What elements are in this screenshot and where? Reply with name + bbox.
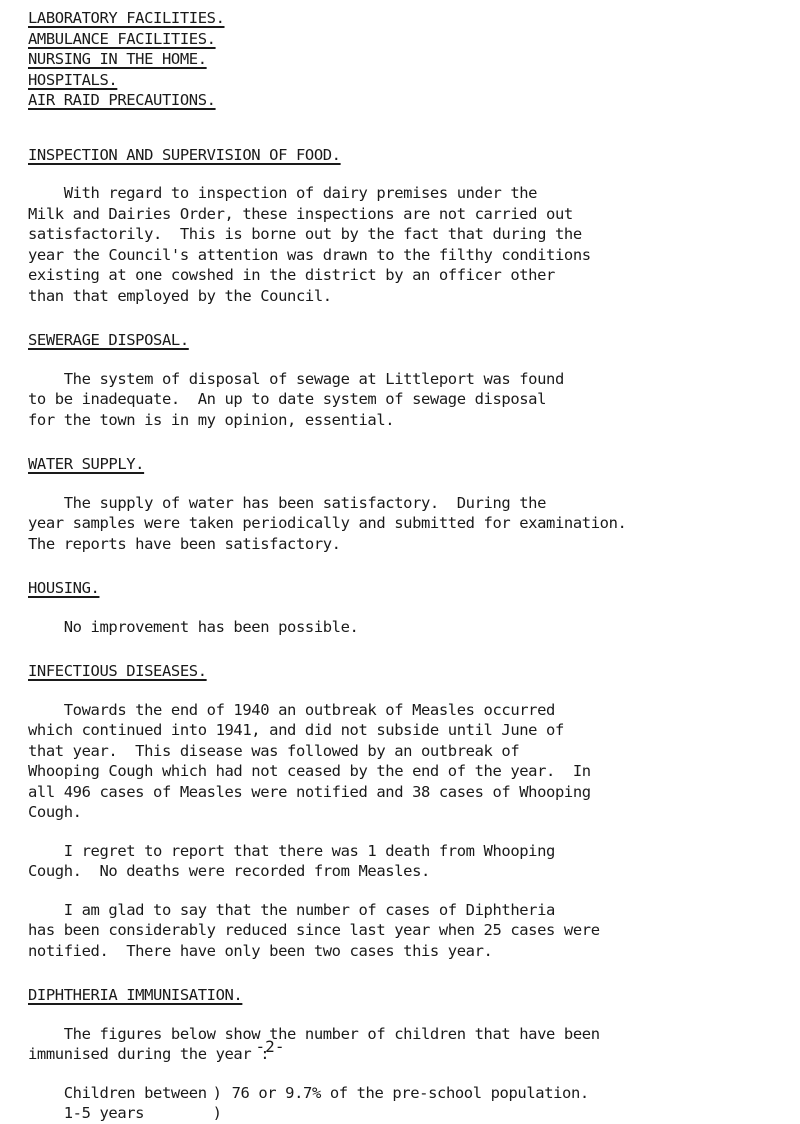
text-line: all 496 cases of Measles were notified and 38 cases of Whooping [28, 782, 591, 801]
text-line: year the Council's attention was drawn to the filthy conditions [28, 245, 591, 264]
text-line: which continued into 1941, and did not subside until June of [28, 721, 564, 739]
text-line: Cough. No deaths were recorded from Measles. [28, 862, 430, 880]
text-line: than that employed by the Council. [28, 286, 332, 305]
text-line: The system of disposal of sewage at Littleport was found [28, 369, 564, 388]
heading-hospitals: HOSPITALS. [28, 70, 118, 89]
heading-housing: HOUSING. [28, 579, 100, 597]
text-line: ) [212, 1104, 222, 1122]
heading-sewerage-disposal: SEWERAGE DISPOSAL. [28, 331, 189, 349]
text-line: for the town is in my opinion, essential. [28, 410, 395, 429]
paragraph-diphtheria-cases [28, 900, 788, 962]
text-line: The supply of water has been satisfactory. During the [28, 493, 547, 512]
heading-inspection-of-food: INSPECTION AND SUPERVISION OF FOOD. [28, 145, 341, 164]
heading-laboratory-facilities: LABORATORY FACILITIES. [28, 9, 225, 27]
text-line: The figures below show the number of children that have been [28, 1024, 600, 1043]
document-page [28, 8, 788, 1124]
paragraph-housing [28, 617, 788, 638]
immunisation-figures [28, 1083, 788, 1124]
text-line: Children between [28, 1083, 207, 1102]
text-line: ) [212, 1083, 222, 1102]
immunisation-count-value: 76 or 9.7% of the pre-school population. [231, 1083, 589, 1102]
page-number: -2- [255, 1037, 285, 1056]
text-line: Cough. [28, 803, 82, 821]
text-line: I regret to report that there was 1 death from Whooping [28, 841, 555, 860]
text-line: has been considerably reduced since last year when 25 cases were [28, 921, 600, 939]
paragraph-food [28, 183, 788, 306]
text-line: satisfactorily. This is borne out by the fact that during the [28, 225, 582, 243]
text-line: No improvement has been possible. [28, 617, 359, 636]
immunisation-age-group-label [28, 1083, 207, 1124]
text-line: that year. This disease was followed by an outbreak of [28, 741, 520, 760]
top-headings-list [28, 8, 788, 111]
heading-infectious-diseases: INFECTIOUS DISEASES. [28, 662, 207, 680]
text-line: 1-5 years [28, 1104, 145, 1122]
text-line: to be inadequate. An up to date system of sewage disposal [28, 390, 547, 408]
paragraph-whooping-cough-death [28, 841, 788, 882]
text-line: Towards the end of 1940 an outbreak of Measles occurred [28, 700, 555, 719]
text-line: The reports have been satisfactory. [28, 534, 341, 553]
text-line: With regard to inspection of dairy premises under the [28, 184, 538, 202]
text-line: Whooping Cough which had not ceased by the end of the year. In [28, 762, 591, 780]
heading-nursing-in-the-home: NURSING IN THE HOME. [28, 50, 207, 68]
text-line: existing at one cowshed in the district by an officer other [28, 266, 555, 284]
heading-diphtheria-immunisation: DIPHTHERIA IMMUNISATION. [28, 986, 243, 1004]
paragraph-sewerage [28, 369, 788, 431]
brace-symbol [213, 1083, 222, 1124]
text-line: notified. There have only been two cases this year. [28, 941, 493, 960]
text-line: Milk and Dairies Order, these inspections are not carried out [28, 204, 573, 223]
paragraph-water [28, 493, 788, 555]
heading-ambulance-facilities: AMBULANCE FACILITIES. [28, 29, 216, 48]
paragraph-measles-outbreak [28, 700, 788, 823]
text-line: immunised during the year : [28, 1045, 270, 1063]
heading-air-raid-precautions: AIR RAID PRECAUTIONS. [28, 91, 216, 109]
text-line: I am glad to say that the number of cases of Diphtheria [28, 900, 555, 919]
text-line: year samples were taken periodically and submitted for examination. [28, 514, 627, 532]
heading-water-supply: WATER SUPPLY. [28, 455, 145, 473]
